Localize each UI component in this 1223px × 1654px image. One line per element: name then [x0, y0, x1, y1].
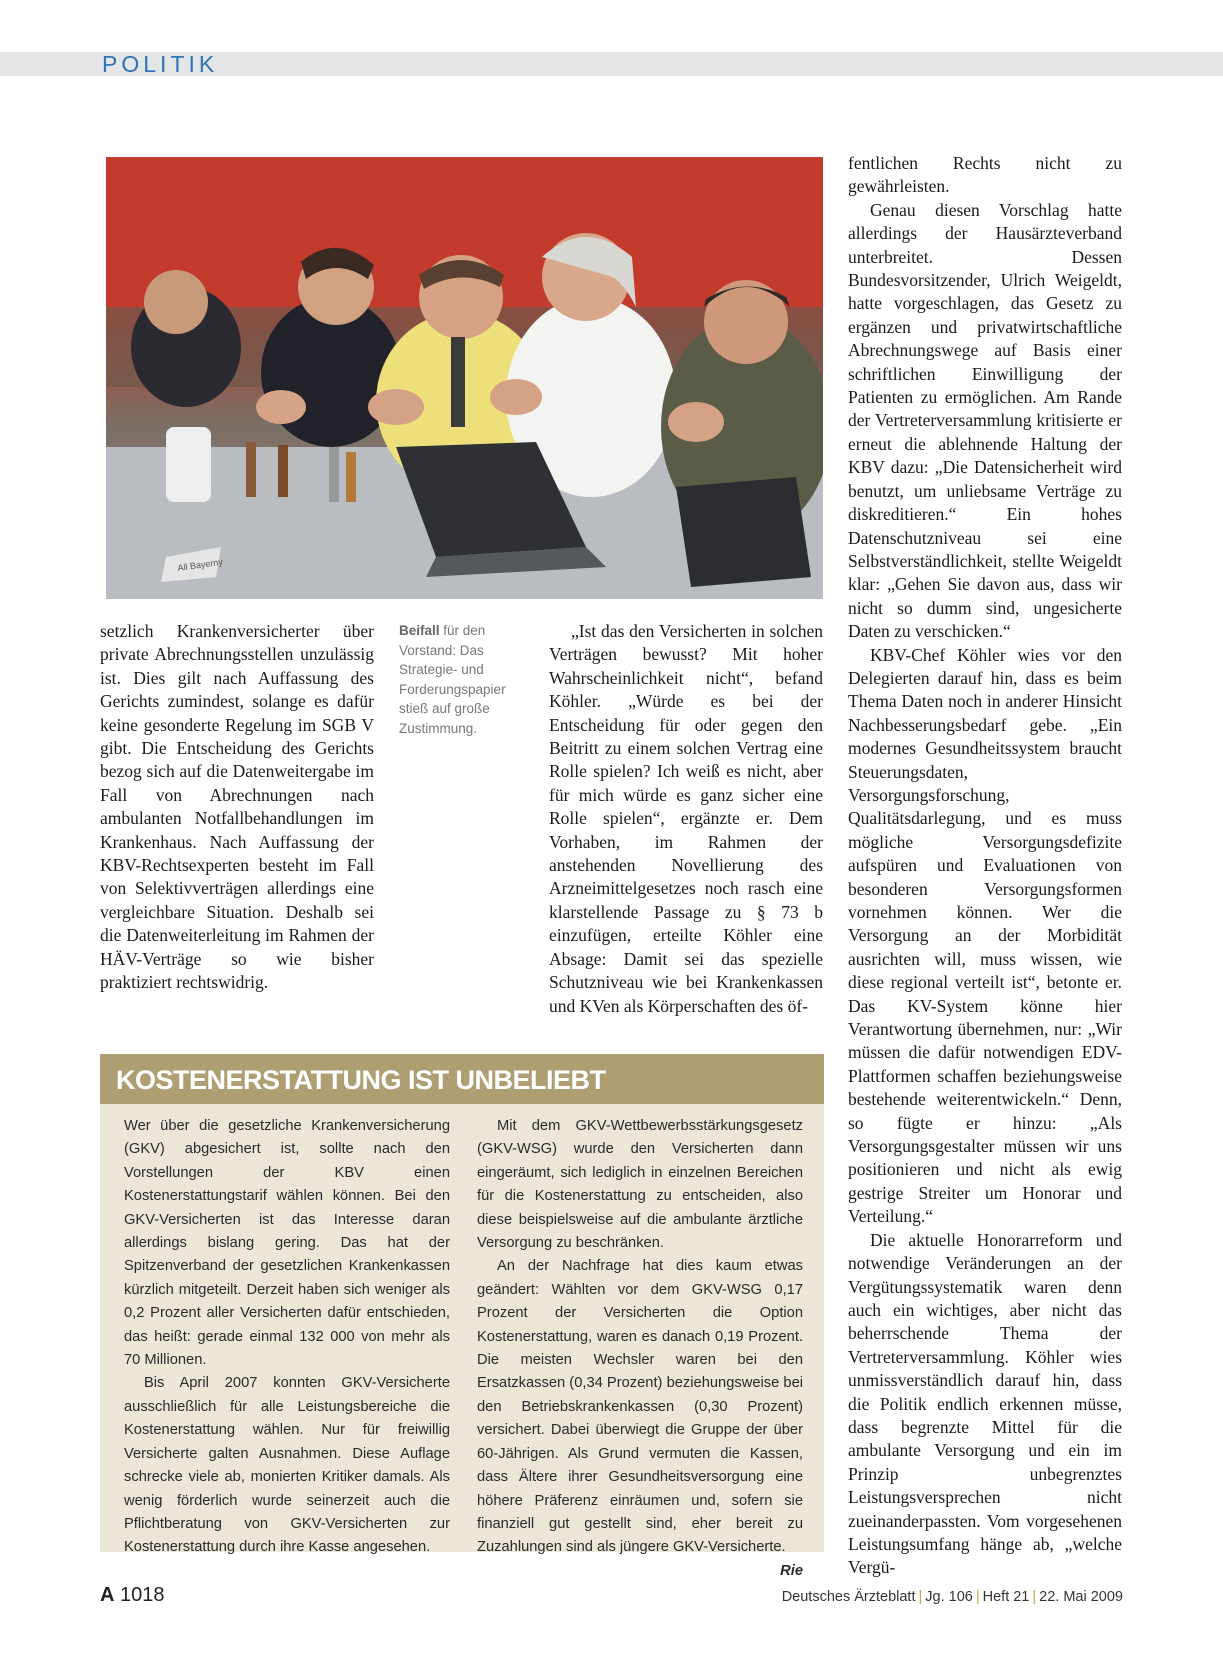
journal-volume: Jg. 106 — [925, 1589, 973, 1605]
paragraph: Genau diesen Vorschlag hatte allerdings der Hausärzteverband unterbreitet. Dessen Bundesvorsitzender, Ulrich Weigeldt, hatte vorgeschlagen, das Gesetz zu ergänzen und privatwirtschaftliche Abrechnungswege auf Basis einer schriftlichen Einwilligung der Patienten zu ermöglichen. Am Rande der Vertreterversammlung kritisierte er erneut die ablehnende Haltung der KBV dazu: „Die Datensicherheit wird benutzt, um unliebsame Verträge zu diskreditieren.“ Ein hohes Datenschutzniveau sei eine Selbstverständlichkeit, stellte Weigeldt klar: „Gehen Sie davon aus, dass wir nicht so dumm sind, ungesicherte Daten zu verschicken.“ — [848, 199, 1122, 642]
photo-placard-text: All Bayerny — [176, 556, 224, 573]
journal-issue: Heft 21 — [982, 1589, 1030, 1605]
page-number — [100, 1584, 165, 1607]
article-column-3 — [848, 152, 1122, 1580]
page-number-value: 1018 — [120, 1584, 165, 1606]
paragraph: Bis April 2007 konnten GKV-Versicherte ausschließlich für alle Leistungsbereiche die Kostenerstattung wählen. Nur für freiwillig Versicherte galten Ausnahmen. Diese Auflage schrecke viele ab, monierten Kritiker damals. Als wenig förderlich wurde seinerzeit auch die Pflichtberatung von GKV-Versicherten zur Kostenerstattung durch ihre Kasse angesehen. — [124, 1375, 450, 1556]
author-signature: Rie — [780, 1562, 803, 1579]
paragraph-text: An der Nachfrage hat dies kaum etwas geändert: Wählten vor dem GKV-WSG 0,17 Prozent der Versicherten die Option Kostenerstattung, waren es danach 0,19 Prozent. Die meisten Wechsler waren bei den Ersatzkassen (0,34 Prozent) beziehungsweise bei den Betriebskrankenkassen (0,30 Prozent) versichert. Dabei überwiegt die Gruppe der über 60-Jährigen. Als Grund vermuten die Kassen, dass Ältere ihrer Gesundheitsversorgung eine höhere Präferenz einräumen und, sofern sie finanziell gut gestellt sind, eher bereit zu Zuzahlungen sind als jüngere GKV-Versicherte. — [477, 1258, 803, 1556]
paragraph: Mit dem GKV-Wettbewerbsstärkungsgesetz (GKV-WSG) wurde den Versicherten dann eingeräumt, sich lediglich in einzelnen Bereichen für die Kostenerstattung zu entscheiden, also diese beispielsweise auf die ambulante ärztliche Versorgung zu beschränken. — [477, 1118, 803, 1252]
separator: | — [975, 1589, 980, 1605]
photo-illustration — [106, 157, 823, 599]
caption-lead: Beifall — [399, 623, 440, 638]
paragraph: „Ist das den Versicherten in solchen Verträgen bewusst? Mit hoher Wahrscheinlichkeit nicht“, befand Köhler. „Würde es bei der Entscheidung für oder gegen den Beitritt zu einem solchen Vertrag eine Rolle spielen? Ich weiß es nicht, aber für mich würde es ganz sicher eine Rolle spielen“, ergänzte er. Dem Vorhaben, im Rahmen der anstehenden Novellierung des Arzneimittelgesetzes noch rasch eine klarstellende Passage zu § 73 b einzufügen, erteilte Köhler eine Absage: Damit sei das spezielle Schutzniveau wie bei Krankenkassen und KVen als Körperschaften des öf- — [549, 621, 823, 1016]
info-box-column-2 — [477, 1115, 803, 1583]
caption-text: für den Vorstand: Das Strategie- und Forderungspapier stieß auf große Zustimmung. — [399, 623, 506, 736]
info-box-header — [100, 1054, 824, 1104]
section-title: POLITIK — [102, 51, 219, 77]
page-prefix: A — [100, 1584, 115, 1606]
separator: | — [1032, 1589, 1037, 1605]
article-column-2 — [549, 620, 823, 1018]
paragraph: Die aktuelle Honorarreform und notwendige Veränderungen an der Vergütungssystematik waren denn auch ein wichtiges, aber nicht das beherrschende Thema der Vertreterversammlung. Köhler wies unmissverständlich darauf hin, dass die Politik endlich erkennen müsse, dass begrenzte Mittel für die ambulante Versorgung und ein im Prinzip unbegrenztes Leistungsversprechen nicht zueinanderpassten. Vom vorgesehenen Leistungsumfang hänge ab, „welche Vergü- — [848, 1229, 1122, 1578]
journal-date: 22. Mai 2009 — [1039, 1589, 1123, 1605]
separator: | — [918, 1589, 923, 1605]
photo-caption — [399, 621, 521, 738]
paragraph: Wer über die gesetzliche Krankenversicherung (GKV) abgesichert ist, sollte nach den Vorstellungen der KBV einen Kostenerstattungstarif wählen können. Bei den GKV-Versicherten ist das Interesse daran allerdings bislang gering. Das hat der Spitzenverband der gesetzlichen Krankenkassen kürzlich mitgeteilt. Derzeit haben sich weniger als 0,2 Prozent aller Versicherten dafür entschieden, das heißt: gerade einmal 132 000 von mehr als 70 Millionen. — [124, 1118, 450, 1369]
paragraph: fentlichen Rechts nicht zu gewährleisten. — [848, 153, 1122, 197]
article-photo — [106, 157, 823, 599]
info-box-title: KOSTENERSTATTUNG IST UNBELIEBT — [116, 1065, 606, 1095]
paragraph: setzlich Krankenversicherter über private Abrechnungsstellen unzulässig ist. Dies gilt nach Auffassung des Gerichts zumindest, solange es dafür keine gesonderte Regelung im SGB V gibt. Die Entscheidung des Gerichts bezog sich auf die Datenweitergabe im Fall von Abrechnungen nach ambulanten Notfallbehandlungen im Krankenhaus. Nach Auffassung der KBV-Rechtsexperten besteht im Fall von Selektivverträgen allerdings eine vergleichbare Situation. Deshalb sei die Datenweiterleitung im Rahmen der HÄV-Verträge so wie bisher praktiziert rechtswidrig. — [100, 621, 374, 993]
journal-name: Deutsches Ärzteblatt — [781, 1589, 916, 1605]
paragraph — [477, 1255, 803, 1579]
article-column-1 — [100, 620, 374, 995]
paragraph: KBV-Chef Köhler wies vor den Delegierten darauf hin, dass es beim Thema Daten noch in anderer Hinsicht Nachbesserungsbedarf gebe. „Ein modernes Gesundheitssystem braucht Steuerungsdaten, Versorgungsforschung, Qualitätsdarlegung, und es muss mögliche Versorgungsdefizite aufspüren und Evaluationen von besonderen Versorgungsformen vornehmen können. Wer die Versorgung an der Morbidität ausrichten will, muss wissen, wie diese regional verteilt ist“, betonte er. Das KV-System könne hier Verantwortung übernehmen, nur: „Wir müssen die dafür notwendigen EDV-Plattformen schaffen beziehungsweise bestehende weiterentwickeln.“ Denn, so fügte er hinzu: „Als Versorgungsgestalter müssen wir uns positionieren und nicht als ewig gestrige Streiter um Honorar und Verteilung.“ — [848, 644, 1122, 1227]
info-box — [100, 1054, 824, 1579]
info-box-column-1 — [124, 1115, 450, 1560]
journal-info — [782, 1589, 1123, 1605]
